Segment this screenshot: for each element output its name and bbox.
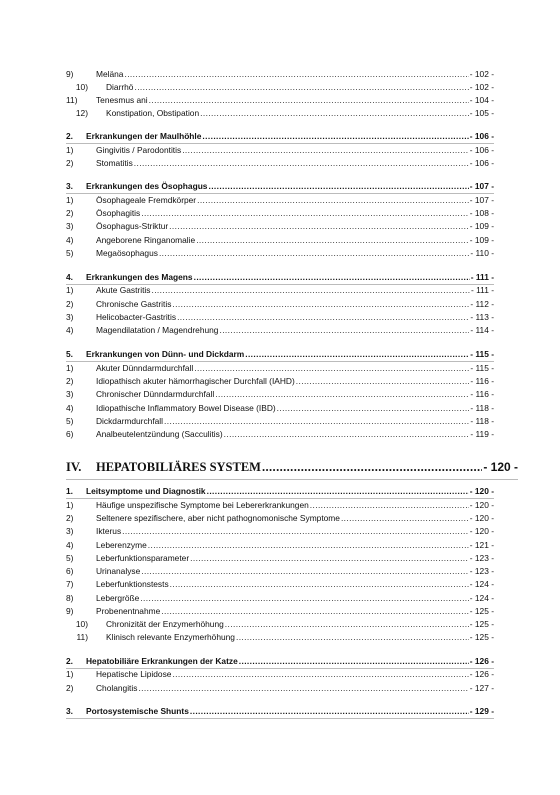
- toc-leader-dots: [149, 94, 469, 107]
- toc-page-number: - 119 -: [470, 429, 494, 439]
- toc-entry[interactable]: [66, 375, 494, 388]
- toc-leader-dots: [124, 68, 468, 81]
- toc-number: 5.: [66, 349, 73, 359]
- toc-leader-dots: [159, 247, 469, 260]
- toc-page-number: - 120 -: [469, 513, 494, 523]
- toc-page-number: - 115 -: [470, 349, 494, 359]
- toc-title: Angeborene Ringanomalie: [96, 235, 196, 245]
- toc-number: 2): [66, 683, 74, 693]
- toc-entry[interactable]: [66, 194, 494, 207]
- toc-page-number: - 120 -: [469, 500, 494, 510]
- toc-number: 1): [66, 285, 74, 295]
- toc-page-number: - 112 -: [470, 299, 494, 309]
- toc-leader-dots: [134, 81, 468, 94]
- toc-leader-dots: [190, 705, 469, 718]
- section-divider: [66, 479, 518, 480]
- toc-leader-dots: [169, 220, 469, 233]
- toc-title: Magendilatation / Magendrehung: [96, 325, 219, 335]
- toc-title: Ösophagus-Striktur: [96, 221, 169, 231]
- toc-number: IV.: [66, 460, 82, 474]
- toc-page-number: - 124 -: [469, 593, 494, 603]
- toc-title: Analbeutelentzündung (Sacculitis): [96, 429, 223, 439]
- toc-title: Stomatitis: [96, 158, 133, 168]
- toc-leader-dots: [196, 234, 469, 247]
- toc-page-number: - 123 -: [469, 553, 494, 563]
- toc-leader-dots: [200, 107, 469, 120]
- toc-entry[interactable]: [66, 324, 494, 337]
- toc-page-number: - 120 -: [469, 486, 494, 496]
- toc-number: 6): [66, 429, 74, 439]
- toc-leader-dots: [134, 157, 469, 170]
- toc-page-number: - 126 -: [469, 656, 494, 666]
- toc-leader-dots: [190, 552, 469, 565]
- toc-page-number: - 120 -: [483, 460, 518, 474]
- toc-page-number: - 111 -: [470, 272, 494, 282]
- toc-title: Chronizität der Enzymerhöhung: [106, 619, 224, 629]
- toc-page-number: - 110 -: [470, 248, 494, 258]
- toc-number: 9): [66, 606, 74, 616]
- toc-number: 1): [66, 195, 74, 205]
- toc-leader-dots: [225, 618, 469, 631]
- toc-title: Ikterus: [96, 526, 122, 536]
- toc-title: Leberfunktionstests: [96, 579, 169, 589]
- toc-title: Chronische Gastritis: [96, 299, 172, 309]
- toc-number: 2): [66, 299, 74, 309]
- toc-page-number: - 113 -: [470, 312, 494, 322]
- toc-number: 5): [66, 248, 74, 258]
- toc-section[interactable]: [66, 130, 494, 143]
- toc-number: 3): [66, 221, 74, 231]
- toc-page-number: - 111 -: [471, 285, 494, 295]
- toc-title: Urinanalyse: [96, 566, 141, 576]
- toc-page-number: - 114 -: [470, 325, 494, 335]
- toc-page-number: - 106 -: [469, 158, 494, 168]
- toc-title: Cholangitis: [96, 683, 138, 693]
- toc-leader-dots: [208, 180, 468, 193]
- toc-page-number: - 127 -: [469, 683, 494, 693]
- toc-section[interactable]: [66, 655, 494, 668]
- toc-number: 4.: [66, 272, 73, 282]
- toc-page-number: - 115 -: [470, 363, 494, 373]
- toc-chapter[interactable]: [66, 457, 518, 477]
- toc-leader-dots: [170, 578, 469, 591]
- toc-page-number: - 118 -: [470, 403, 494, 413]
- toc-number: 2): [66, 513, 74, 523]
- toc-page-number: - 102 -: [469, 82, 494, 92]
- toc-title: Idiopathisch akuter hämorrhagischer Durchfall (IAHD): [96, 376, 295, 386]
- toc-number: 1.: [66, 486, 73, 496]
- toc-page-number: - 109 -: [469, 221, 494, 231]
- toc-title: Konstipation, Obstipation: [106, 108, 200, 118]
- toc-leader-dots: [177, 311, 469, 324]
- toc-number: 2): [66, 158, 74, 168]
- toc-entry[interactable]: [66, 631, 494, 644]
- toc-number: 3): [66, 389, 74, 399]
- toc-number: 11): [76, 632, 88, 642]
- toc-title: Lebergröße: [96, 593, 140, 603]
- toc-page-number: - 107 -: [469, 181, 494, 191]
- toc-entry[interactable]: [66, 81, 494, 94]
- toc-leader-dots: [161, 605, 469, 618]
- toc-title: Akute Gastritis: [96, 285, 151, 295]
- toc-title: Tenesmus ani: [96, 95, 148, 105]
- toc-leader-dots: [277, 402, 470, 415]
- toc-number: 3.: [66, 181, 73, 191]
- toc-number: 4): [66, 325, 74, 335]
- toc-page-number: - 107 -: [469, 195, 494, 205]
- toc-leader-dots: [141, 565, 469, 578]
- toc-entry[interactable]: [66, 605, 494, 618]
- toc-entry[interactable]: [66, 512, 494, 525]
- toc-title: Leberenzyme: [96, 540, 147, 550]
- toc-leader-dots: [262, 457, 482, 477]
- toc-page-number: - 116 -: [470, 376, 494, 386]
- toc-number: 1): [66, 669, 74, 679]
- toc-number: 6): [66, 566, 74, 576]
- toc-number: 3.: [66, 706, 73, 716]
- toc-page-number: - 121 -: [469, 540, 494, 550]
- toc-title: Portosystemische Shunts: [86, 706, 189, 716]
- toc-entry[interactable]: [66, 578, 494, 591]
- toc-page-number: - 116 -: [470, 389, 494, 399]
- toc-title: HEPATOBILIÄRES SYSTEM: [96, 460, 261, 474]
- toc-entry[interactable]: [66, 618, 494, 631]
- toc-number: 4): [66, 235, 74, 245]
- toc-entry[interactable]: [66, 220, 494, 233]
- toc-title: Ösophagitis: [96, 208, 141, 218]
- toc-entry[interactable]: [66, 668, 494, 681]
- toc-page-number: - 118 -: [470, 416, 494, 426]
- toc-title: Leitsymptome und Diagnostik: [86, 486, 206, 496]
- toc-number: 1): [66, 500, 74, 510]
- toc-title: Akuter Dünndarmdurchfall: [96, 363, 194, 373]
- toc-page-number: - 106 -: [469, 131, 494, 141]
- toc-number: 1): [66, 145, 74, 155]
- toc-entry[interactable]: [66, 552, 494, 565]
- toc-entry[interactable]: [66, 525, 494, 538]
- toc-number: 2.: [66, 656, 73, 666]
- toc-entry[interactable]: [66, 499, 494, 512]
- toc-title: Hepatobiliäre Erkrankungen der Katze: [86, 656, 238, 666]
- toc-number: 8): [66, 593, 74, 603]
- toc-title: Meläna: [96, 69, 124, 79]
- toc-leader-dots: [182, 144, 469, 157]
- toc-number: 11): [66, 95, 78, 105]
- toc-entry[interactable]: [66, 539, 494, 552]
- toc-number: 10): [75, 82, 88, 92]
- toc-title: Erkrankungen der Maulhöhle: [86, 131, 202, 141]
- toc-number: 2): [66, 376, 74, 386]
- toc-page-number: - 125 -: [469, 606, 494, 616]
- toc-section[interactable]: [66, 705, 494, 718]
- toc-page-number: - 125 -: [469, 619, 494, 629]
- toc-entry[interactable]: [66, 234, 494, 247]
- section-divider: [66, 718, 494, 719]
- toc-number: 2): [66, 208, 74, 218]
- toc-page-number: - 109 -: [469, 235, 494, 245]
- toc-leader-dots: [219, 324, 469, 337]
- toc-title: Erkrankungen des Magens: [86, 272, 193, 282]
- toc-title: Klinisch relevante Enzymerhöhung: [106, 632, 235, 642]
- toc-number: 4): [66, 403, 74, 413]
- toc-number: 5): [66, 553, 74, 563]
- toc-leader-dots: [197, 194, 469, 207]
- toc-entry[interactable]: [66, 682, 494, 695]
- toc-page-number: - 124 -: [469, 579, 494, 589]
- toc-leader-dots: [194, 271, 470, 284]
- toc-title: Dickdarmdurchfall: [96, 416, 164, 426]
- toc-entry[interactable]: [66, 565, 494, 578]
- toc-title: Hepatische Lipidose: [96, 669, 172, 679]
- toc-number: 5): [66, 416, 74, 426]
- toc-entry[interactable]: [66, 247, 494, 260]
- toc-leader-dots: [215, 388, 469, 401]
- toc-leader-dots: [207, 485, 469, 498]
- toc-page-number: - 106 -: [469, 145, 494, 155]
- toc-entry[interactable]: [66, 415, 494, 428]
- toc-number: 3): [66, 312, 74, 322]
- toc-title: Häufige unspezifische Symptome bei Lebererkrankungen: [96, 500, 309, 510]
- toc-leader-dots: [164, 415, 469, 428]
- toc-entry[interactable]: [66, 107, 494, 120]
- toc-entry[interactable]: [66, 388, 494, 401]
- toc-entry[interactable]: [66, 311, 494, 324]
- toc-title: Seltenere spezifischere, aber nicht pathognomonische Symptome: [96, 513, 340, 523]
- toc-leader-dots: [172, 668, 468, 681]
- toc-title: Leberfunktionsparameter: [96, 553, 190, 563]
- toc-section[interactable]: [66, 485, 494, 498]
- toc-title: Helicobacter-Gastritis: [96, 312, 177, 322]
- toc-entry[interactable]: [66, 298, 494, 311]
- toc-entry[interactable]: [66, 157, 494, 170]
- toc-number: 2.: [66, 131, 73, 141]
- toc-entry[interactable]: [66, 207, 494, 220]
- toc-leader-dots: [239, 655, 469, 668]
- toc-leader-dots: [172, 298, 469, 311]
- toc-number: 1): [66, 363, 74, 373]
- toc-leader-dots: [202, 130, 468, 143]
- toc-page-number: - 105 -: [469, 108, 494, 118]
- toc-number: 3): [66, 526, 74, 536]
- toc-leader-dots: [194, 362, 469, 375]
- toc-page-number: - 102 -: [469, 69, 494, 79]
- toc-leader-dots: [138, 682, 468, 695]
- toc-leader-dots: [236, 631, 469, 644]
- toc-section[interactable]: [66, 271, 494, 284]
- toc-entry[interactable]: [66, 68, 494, 81]
- toc-entry[interactable]: [66, 428, 494, 441]
- toc-leader-dots: [341, 512, 469, 525]
- toc-entry[interactable]: [66, 362, 494, 375]
- toc-page-number: - 120 -: [469, 526, 494, 536]
- toc-section[interactable]: [66, 348, 494, 361]
- toc-entry[interactable]: [66, 144, 494, 157]
- toc-entry[interactable]: [66, 94, 494, 107]
- toc-page-number: - 125 -: [469, 632, 494, 642]
- toc-leader-dots: [122, 525, 469, 538]
- toc-leader-dots: [245, 348, 469, 361]
- toc-page-number: - 104 -: [469, 95, 494, 105]
- toc-leader-dots: [310, 499, 469, 512]
- toc-title: Idiopathische Inflammatory Bowel Disease (IBD): [96, 403, 276, 413]
- toc-entry[interactable]: [66, 284, 494, 297]
- toc-section[interactable]: [66, 180, 494, 193]
- toc-entry[interactable]: [66, 402, 494, 415]
- toc-number: 10): [75, 619, 88, 629]
- toc-leader-dots: [296, 375, 470, 388]
- toc-title: Probenentnahme: [96, 606, 161, 616]
- toc-title: Diarrhö: [106, 82, 134, 92]
- toc-leader-dots: [151, 284, 470, 297]
- toc-number: 9): [66, 69, 74, 79]
- toc-entry[interactable]: [66, 592, 494, 605]
- toc-leader-dots: [148, 539, 469, 552]
- toc-title: Ösophageale Fremdkörper: [96, 195, 197, 205]
- toc-number: 12): [75, 108, 88, 118]
- toc-number: 7): [66, 579, 74, 589]
- toc-page-number: - 126 -: [469, 669, 494, 679]
- toc-title: Erkrankungen des Ösophagus: [86, 181, 208, 191]
- toc-leader-dots: [141, 207, 469, 220]
- toc-page-number: - 123 -: [469, 566, 494, 576]
- toc-title: Erkrankungen von Dünn- und Dickdarm: [86, 349, 245, 359]
- toc-leader-dots: [224, 428, 470, 441]
- toc-title: Chronischer Dünndarmdurchfall: [96, 389, 215, 399]
- toc-leader-dots: [140, 592, 468, 605]
- toc-title: Gingivitis / Parodontitis: [96, 145, 182, 155]
- toc-page-number: - 108 -: [469, 208, 494, 218]
- toc-number: 4): [66, 540, 74, 550]
- toc-page-number: - 129 -: [469, 706, 494, 716]
- toc-title: Megaösophagus: [96, 248, 158, 258]
